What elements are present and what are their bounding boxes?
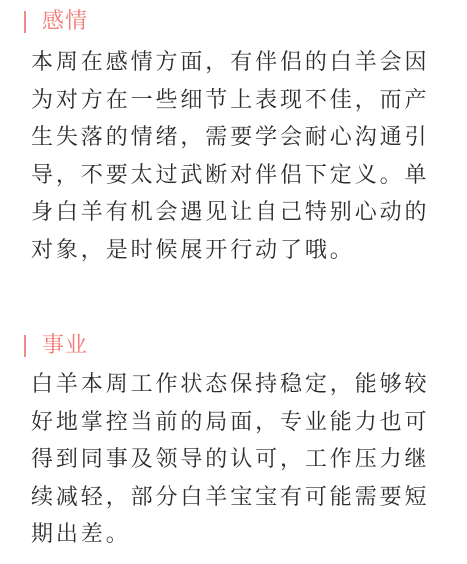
heading-accent-bar	[24, 11, 26, 33]
section-title-love: 感情	[42, 9, 89, 34]
section-title-career: 事业	[42, 333, 89, 358]
heading-accent-bar	[24, 335, 26, 357]
section-paragraph-love: 本周在感情方面，有伴侣的白羊会因为对方在一些细节上表现不佳，而产生失落的情绪，需要学会耐心沟通引导，不要太过武断对伴侣下定义。单身白羊有机会遇见让自己特别心动的对象，是时候展开行动了哦。	[31, 50, 430, 263]
section-heading-love	[24, 6, 88, 38]
section-heading-career	[24, 330, 88, 362]
section-paragraph-career: 白羊本周工作状态保持稳定，能够较好地掌控当前的局面，专业能力也可得到同事及领导的认可，工作压力继续减轻，部分白羊宝宝有可能需要短期出差。	[31, 372, 430, 547]
